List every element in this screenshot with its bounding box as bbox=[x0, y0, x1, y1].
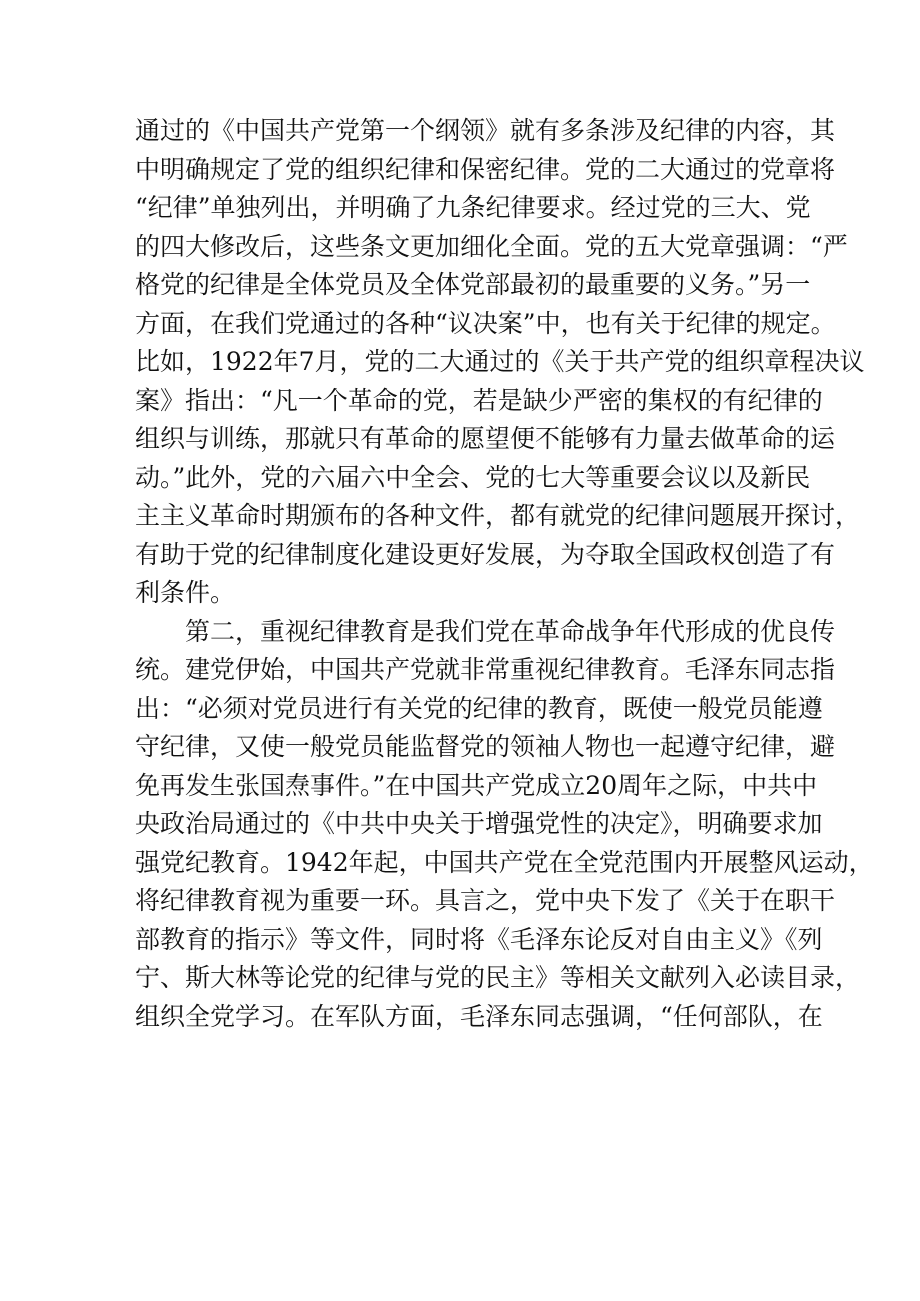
text-line: 比如，1922年7月，党的二大通过的《关于共产党的组织章程决议 bbox=[135, 347, 865, 376]
text-line: 宁、斯大林等论党的纪律与党的民主》等相关文献列入必读目录， bbox=[135, 963, 861, 992]
document-body bbox=[135, 112, 874, 1036]
text-line: 通过的《中国共产党第一个纲领》就有多条涉及纪律的内容，其 bbox=[135, 116, 836, 145]
text-line: 组织全党学习。在军队方面，毛泽东同志强调，“任何部队，在 bbox=[135, 1001, 823, 1031]
text-line: 守纪律，又使一般党员能监督党的领袖人物也一起遵守纪律，避 bbox=[135, 732, 836, 761]
text-line: 中明确规定了党的组织纪律和保密纪律。党的二大通过的党章将 bbox=[135, 154, 836, 184]
text-line: 有助于党的纪律制度化建设更好发展，为夺取全国政权创造了有 bbox=[135, 539, 836, 569]
text-line: 利条件。 bbox=[135, 578, 236, 607]
text-line: 部教育的指示》等文件，同时将《毛泽东论反对自由主义》《列 bbox=[135, 924, 823, 954]
paragraph-1 bbox=[135, 112, 865, 613]
text-line: “纪律”单独列出，并明确了九条纪律要求。经过党的三大、党 bbox=[135, 193, 811, 222]
text-line: 将纪律教育视为重要一环。具言之，党中央下发了《关于在职干 bbox=[135, 886, 836, 915]
text-line: 组织与训练，那就只有革命的愿望便不能够有力量去做革命的运 bbox=[135, 424, 836, 453]
text-line: 格党的纪律是全体党员及全体党部最初的最重要的义务。”另一 bbox=[135, 270, 811, 299]
text-line: 第二，重视纪律教育是我们党在革命战争年代形成的优良传 bbox=[185, 616, 836, 646]
text-line: 方面，在我们党通过的各种“议决案”中，也有关于纪律的规定。 bbox=[135, 308, 836, 338]
text-line: 免再发生张国焘事件。”在中国共产党成立20周年之际，中共中 bbox=[135, 770, 818, 800]
text-line: 的四大修改后，这些条文更加细化全面。党的五大党章强调：“严 bbox=[135, 231, 848, 261]
text-line: 强党纪教育。1942年起，中国共产党在全党范围内开展整风运动， bbox=[135, 847, 874, 877]
text-line: 主主义革命时期颁布的各种文件，都有就党的纪律问题展开探讨， bbox=[135, 501, 861, 530]
text-line: 动。”此外，党的六届六中全会、党的七大等重要会议以及新民 bbox=[135, 462, 811, 492]
text-line: 央政治局通过的《中共中央关于增强党性的决定》，明确要求加 bbox=[135, 809, 823, 838]
paragraph-2 bbox=[135, 613, 874, 1037]
text-line: 案》指出：“凡一个革命的党，若是缺少严密的集权的有纪律的 bbox=[135, 385, 823, 415]
text-line: 出：“必须对党员进行有关党的纪律的教育，既使一般党员能遵 bbox=[135, 693, 823, 723]
text-line: 统。建党伊始，中国共产党就非常重视纪律教育。毛泽东同志指 bbox=[135, 655, 836, 684]
